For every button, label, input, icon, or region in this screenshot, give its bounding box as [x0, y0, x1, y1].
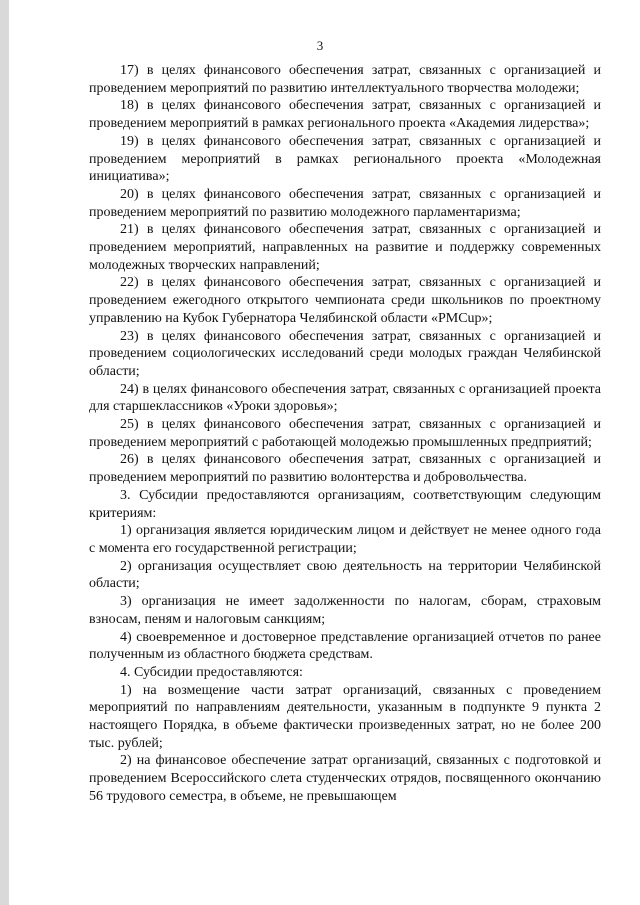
paragraph-item-20: 20) в целях финансового обеспечения затрат, связанных с организацией и проведением мероприятий по развитию молодежного парламентаризма;: [89, 186, 601, 220]
scan-left-edge: [0, 0, 9, 905]
paragraph-item-24: 24) в целях финансового обеспечения затрат, связанных с организацией проекта для старшеклассников «Уроки здоровья»;: [89, 381, 601, 415]
paragraph-item-17: 17) в целях финансового обеспечения затрат, связанных с организацией и проведением мероприятий по развитию интеллектуального творчества молодежи;: [89, 63, 601, 96]
paragraph-item-22: 22) в целях финансового обеспечения затрат, связанных с организацией и проведением ежегодного открытого чемпионата среди школьников по проектному управлению на Кубок Губернатора Челябинской области «PMCup»;: [89, 275, 601, 326]
paragraph-section-4: 4. Субсидии предоставляются:: [120, 664, 303, 680]
paragraph-criterion-4: 4) своевременное и достоверное представление организацией отчетов по ранее полученным из областного бюджета средствам.: [89, 629, 601, 663]
paragraph-item-26: 26) в целях финансового обеспечения затрат, связанных с организацией и проведением мероприятий по развитию волонтерства и добровольчества.: [89, 452, 601, 486]
paragraph-item-18: 18) в целях финансового обеспечения затрат, связанных с организацией и проведением мероприятий в рамках регионального проекта «Академия лидерства»;: [89, 98, 601, 132]
paragraph-item-19: 19) в целях финансового обеспечения затрат, связанных с организацией и проведением мероприятий в рамках регионального проекта «Молодежная инициатива»;: [89, 133, 601, 185]
paragraph-criterion-1: 1) организация является юридическим лицом и действует не менее одного года с момента его государственной регистрации;: [89, 523, 601, 556]
paragraph-item-25: 25) в целях финансового обеспечения затрат, связанных с организацией и проведением мероприятий с работающей молодежью промышленных предприятий;: [89, 417, 601, 450]
paragraph-item-23: 23) в целях финансового обеспечения затрат, связанных с организацией и проведением социологических исследований среди молодых граждан Челябинской области;: [89, 328, 601, 379]
paragraph-criterion-3: 3) организация не имеет задолженности по налогам, сборам, страховым взносам, пеням и налоговым санкциям;: [89, 594, 601, 627]
paragraph-criterion-2: 2) организация осуществляет свою деятельность на территории Челябинской области;: [89, 558, 601, 592]
paragraph-subsidy-1: 1) на возмещение части затрат организаций, связанных с проведением мероприятий по направлениям деятельности, указанным в подпункте 9 пункта 2 настоящего Порядка, в объеме фактически произведенных затрат, но не более 200 тыс. рублей;: [89, 682, 601, 751]
page-number: 3: [316, 38, 324, 53]
paragraph-subsidy-2: 2) на финансовое обеспечение затрат организаций, связанных с подготовкой и проведением Всероссийского слета студенческих отрядов, посвященного окончанию 56 трудового семестра, в объеме, не превышающем: [89, 753, 601, 804]
document-body: [89, 62, 601, 806]
paragraph-section-3: 3. Субсидии предоставляются организациям, соответствующим следующим критериям:: [89, 487, 601, 521]
paragraph-item-21: 21) в целях финансового обеспечения затрат, связанных с организацией и проведением мероприятий, направленных на развитие и поддержку современных молодежных творческих направлений;: [89, 222, 601, 273]
